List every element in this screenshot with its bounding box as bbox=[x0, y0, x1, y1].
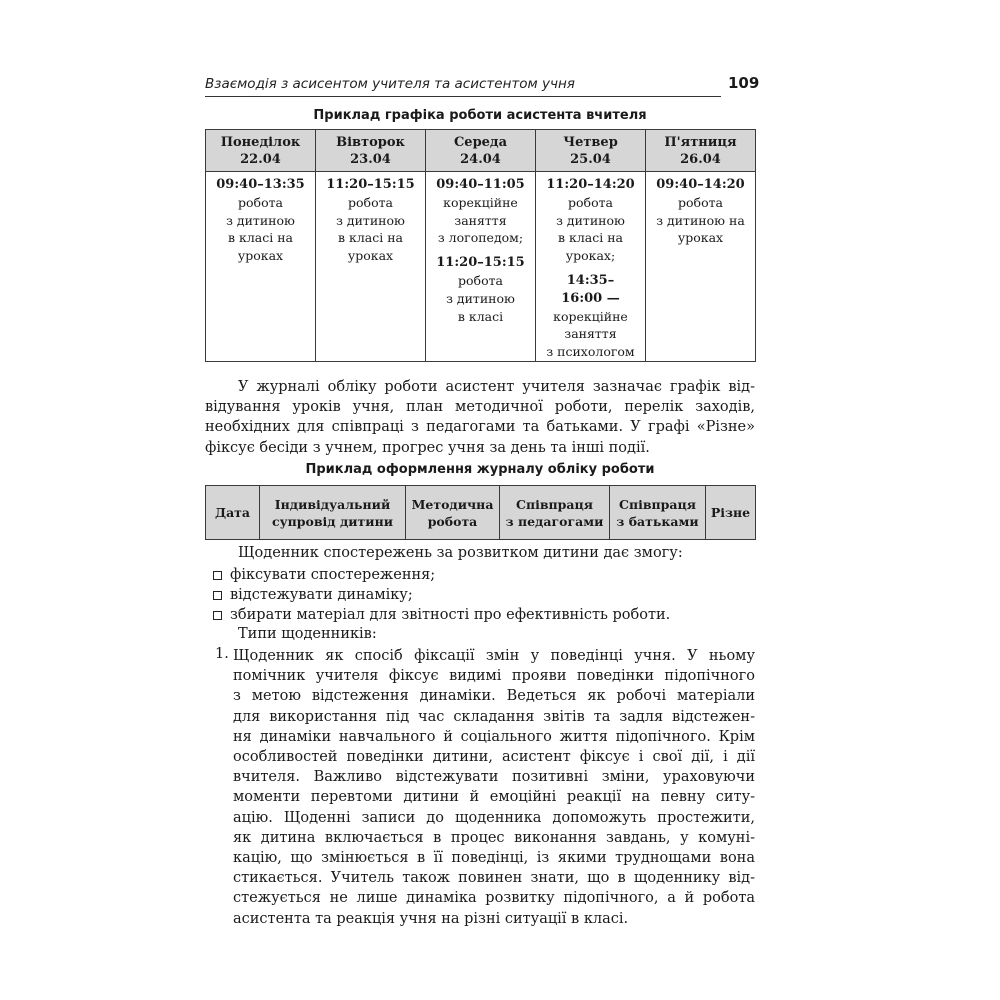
list-item bbox=[205, 605, 755, 625]
diary-benefits-list bbox=[205, 565, 755, 626]
text-line: стежується не лише динаміка розвитку підопічного, а й робота bbox=[233, 890, 755, 907]
day-name: Вівторок bbox=[336, 134, 405, 150]
header-text: Співпраця bbox=[516, 496, 593, 512]
entry-gap bbox=[430, 247, 531, 254]
text-line: необхідних для співпраці з педагогами та батьками. У графі «Різне» bbox=[205, 419, 755, 436]
cell-text: уроках; bbox=[565, 248, 616, 264]
text-line: особливостей поведінки дитини, асистент фіксує і свої дії, і дії bbox=[233, 749, 755, 766]
journal-table bbox=[205, 485, 756, 540]
cell-text: робота bbox=[568, 194, 613, 210]
schedule-header-row bbox=[206, 130, 756, 172]
schedule-body-row bbox=[206, 172, 756, 362]
cell-text: з дитиною bbox=[226, 212, 295, 228]
text-line: стикається. Учитель також повинен знати, що в щоденнику від- bbox=[233, 870, 755, 887]
header-text: з батьками bbox=[616, 513, 699, 529]
schedule-cell bbox=[426, 172, 536, 362]
text-line: як дитина включається в процес виконання завдань, у комуні- bbox=[233, 829, 755, 846]
entry-gap bbox=[540, 265, 641, 272]
time-range: 11:20–15:15 bbox=[436, 255, 525, 271]
schedule-cell bbox=[646, 172, 756, 362]
diary-type-paragraph bbox=[233, 646, 755, 929]
cell-text: уроках bbox=[677, 230, 724, 246]
time-range: 11:20–15:15 bbox=[326, 177, 415, 192]
cell-text: з дитиною bbox=[336, 212, 405, 228]
cell-text: в класі bbox=[457, 308, 504, 324]
cell-text: в класі на bbox=[338, 230, 403, 246]
cell-text: робота bbox=[458, 272, 503, 288]
text-line: з метою відстеження динаміки. Ведеться як робочі матеріали bbox=[233, 688, 755, 705]
page-number: 109 bbox=[728, 74, 760, 92]
header-text: Співпраця bbox=[619, 496, 696, 512]
day-name: Четвер bbox=[563, 134, 618, 150]
text-line: моменти перевтоми дитини й емоційні реакції на певну ситу- bbox=[233, 789, 755, 806]
schedule-cell bbox=[536, 172, 646, 362]
time-range: 14:35– bbox=[566, 272, 615, 288]
text-line: фіксує бесіди з учнем, прогрес учня за день та інші події. bbox=[205, 439, 650, 456]
journal-description-paragraph bbox=[205, 377, 755, 458]
schedule-day-header bbox=[316, 130, 426, 172]
square-bullet-icon bbox=[213, 571, 222, 580]
text-line: вчителя. Важливо відстежувати позитивні зміни, ураховуючи bbox=[233, 769, 755, 786]
cell-text: в класі на bbox=[228, 230, 293, 246]
cell-text: робота bbox=[678, 194, 723, 210]
schedule-caption: Приклад графіка роботи асистента вчителя bbox=[313, 108, 647, 123]
schedule-cell bbox=[206, 172, 316, 362]
cell-text: уроках bbox=[237, 248, 284, 264]
time-range: 11:20–14:20 bbox=[546, 177, 635, 192]
cell-text: з дитиною bbox=[556, 212, 625, 228]
header-text: Дата bbox=[214, 505, 251, 520]
time-range: 09:40–14:20 bbox=[656, 177, 745, 192]
list-item-text: фіксувати спостереження; bbox=[230, 567, 436, 584]
cell-text: з логопедом; bbox=[437, 230, 524, 246]
journal-column-header bbox=[500, 486, 610, 540]
day-date: 25.04 bbox=[570, 151, 611, 167]
cell-text: з психологом bbox=[546, 344, 635, 360]
text-line: асистента та реакція учня на різні ситуації в класі. bbox=[233, 910, 629, 927]
text-line: У журналі обліку роботи асистент учителя зазначає графік від- bbox=[238, 379, 755, 395]
time-range: 09:40–13:35 bbox=[216, 177, 305, 192]
cell-text: з дитиною bbox=[446, 290, 515, 306]
header-text: супровід дитини bbox=[272, 513, 393, 529]
text-line: ня динаміки навчального й соціального життя підопічного. Крім bbox=[233, 728, 755, 745]
day-date: 26.04 bbox=[680, 151, 721, 167]
schedule-day-header bbox=[426, 130, 536, 172]
cell-text: робота bbox=[238, 194, 283, 210]
day-name: Середа bbox=[453, 134, 508, 150]
header-rule bbox=[205, 96, 721, 97]
text-line: Щоденник як спосіб фіксації змін у поведінці учня. У ньому bbox=[233, 648, 755, 664]
square-bullet-icon bbox=[213, 591, 222, 600]
diary-types-label: Типи щоденників: bbox=[238, 626, 377, 642]
list-item bbox=[205, 565, 755, 585]
header-text: Індивідуальний bbox=[274, 496, 391, 512]
journal-column-header bbox=[706, 486, 756, 540]
schedule-day-header bbox=[206, 130, 316, 172]
header-text: з педагогами bbox=[505, 513, 604, 529]
cell-text: заняття bbox=[564, 326, 617, 342]
list-item-text: збирати матеріал для звітності про ефективність роботи. bbox=[230, 607, 671, 624]
schedule-table bbox=[205, 129, 756, 362]
text-line: кацію, що змінюється в її поведінці, із якими труднощами вона bbox=[233, 850, 755, 867]
journal-column-header bbox=[206, 486, 260, 540]
journal-column-header bbox=[610, 486, 706, 540]
square-bullet-icon bbox=[213, 611, 222, 620]
diary-intro: Щоденник спостережень за розвитком дитини дає змогу: bbox=[238, 545, 683, 561]
header-text: Різне bbox=[710, 505, 751, 520]
day-date: 23.04 bbox=[350, 151, 391, 167]
journal-column-header bbox=[406, 486, 500, 540]
journal-column-header bbox=[260, 486, 406, 540]
text-line: відування уроків учня, план методичної роботи, перелік заходів, bbox=[205, 399, 755, 416]
cell-text: корекційне bbox=[443, 194, 518, 210]
time-range: 09:40–11:05 bbox=[436, 177, 525, 192]
cell-text: в класі на bbox=[558, 230, 623, 246]
schedule-cell bbox=[316, 172, 426, 362]
cell-text: корекційне bbox=[553, 308, 628, 324]
running-header-title: Взаємодія з асисентом учителя та асистентом учня bbox=[205, 76, 575, 92]
cell-text: заняття bbox=[454, 212, 507, 228]
text-line: ацію. Щоденні записи до щоденника допоможуть простежити, bbox=[233, 809, 755, 826]
cell-text: робота bbox=[348, 194, 393, 210]
header-text: робота bbox=[427, 513, 478, 529]
cell-text: уроках bbox=[347, 248, 394, 264]
journal-header-row bbox=[206, 486, 756, 540]
header-text: Методична bbox=[411, 496, 494, 512]
text-line: помічник учителя фіксує видимі прояви поведінки підопічного bbox=[233, 668, 755, 685]
time-range-end: 16:00 — bbox=[561, 290, 620, 306]
day-date: 22.04 bbox=[240, 151, 281, 167]
day-name: П'ятниця bbox=[664, 134, 737, 150]
text-line: для використання під час складання звітів та задля відстежен- bbox=[233, 708, 755, 725]
day-name: Понеділок bbox=[220, 134, 301, 150]
list-item bbox=[205, 585, 755, 605]
journal-caption: Приклад оформлення журналу обліку роботи bbox=[305, 462, 655, 477]
day-date: 24.04 bbox=[460, 151, 501, 167]
schedule-day-header bbox=[646, 130, 756, 172]
list-item-text: відстежувати динаміку; bbox=[230, 587, 413, 604]
numbered-item-marker: 1. bbox=[215, 646, 229, 662]
schedule-day-header bbox=[536, 130, 646, 172]
cell-text: з дитиною на bbox=[656, 212, 745, 228]
